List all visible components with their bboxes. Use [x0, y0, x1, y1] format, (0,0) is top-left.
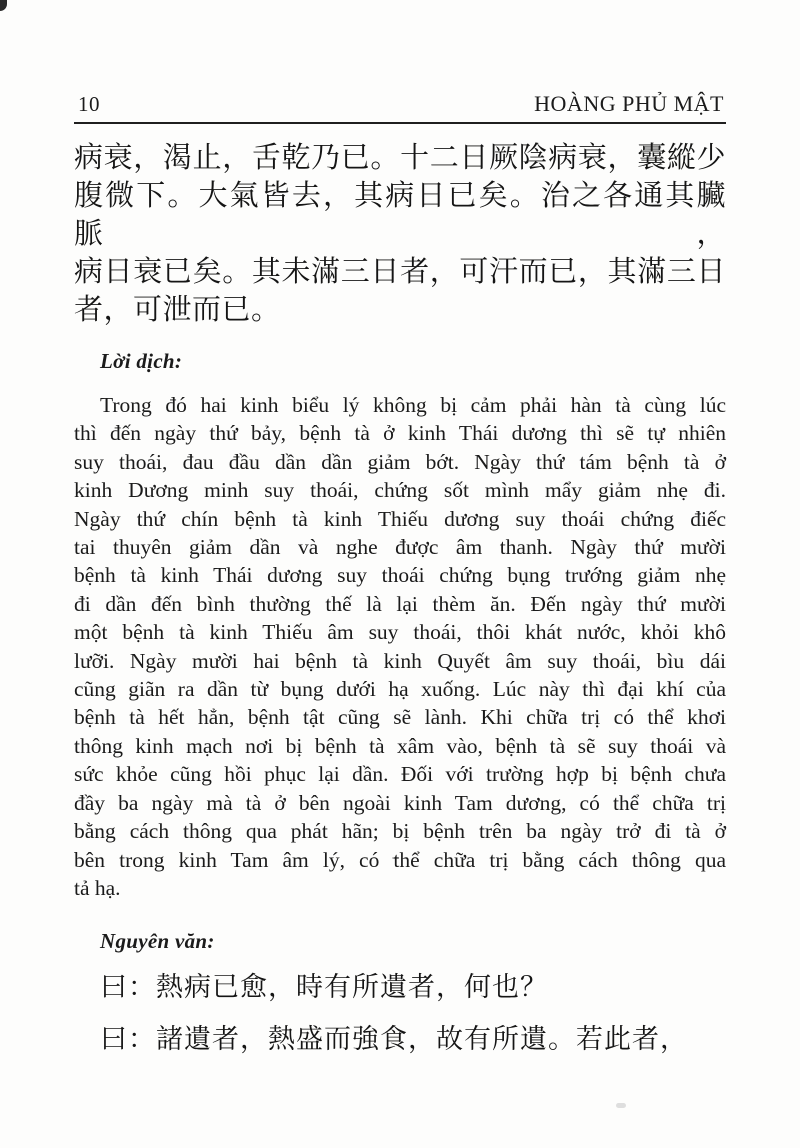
translation-line: tả hạ. — [74, 875, 121, 900]
classical-text-line: 病日衰已矣。其未滿三日者，可汗而已，其滿三日 — [74, 256, 726, 288]
translation-heading: Lời dịch: — [100, 349, 183, 373]
translation-line: một bệnh tà kinh Thiếu âm suy thoái, thôi khát nước, khỏi khô — [74, 620, 726, 645]
translation-line: đầy ba ngày mà tà ở bên ngoài kinh Tam dương, có thể chữa trị — [74, 790, 726, 815]
translation-line: bên trong kinh Tam âm lý, có thể chữa trị bằng cách thông qua — [74, 847, 726, 872]
translation-line: tai thuyên giảm dần và nghe được âm thanh. Ngày thứ mười — [74, 535, 726, 560]
translation-paragraph — [74, 391, 726, 902]
translation-line: sức khỏe cũng hồi phục lại dần. Đối với trường hợp bị bệnh chưa — [74, 762, 726, 787]
classical-text-block — [74, 139, 726, 329]
classical-text-line: 病衰，渴止，舌乾乃已。十二日厥陰病衰，囊縱少 — [74, 142, 726, 174]
translation-line: Trong đó hai kinh biểu lý không bị cảm phải hàn tà cùng lúc — [100, 393, 726, 417]
original-text-line: 曰：諸遺者，熱盛而強食，故有所遺。若此者， — [100, 1024, 688, 1055]
translation-line: Ngày thứ chín bệnh tà kinh Thiếu dương suy thoái chứng điếc — [74, 506, 726, 531]
translation-line: đi dần đến bình thường thế là lại thèm ăn. Đến ngày thứ mười — [74, 591, 726, 616]
classical-text-line: 者，可泄而已。 — [74, 294, 281, 326]
original-text-line: 曰：熱病已愈，時有所遺者，何也？ — [100, 972, 548, 1003]
scan-artifact — [616, 1103, 626, 1108]
classical-text-line: 腹微下。大氣皆去，其病日已矣。治之各通其臟脈， — [74, 180, 726, 250]
scan-artifact — [0, 0, 7, 11]
translation-line: kinh Dương minh suy thoái, chứng sốt mình mẩy giảm nhẹ đi. — [74, 478, 726, 503]
header-title: HOÀNG PHỦ MẬT — [534, 91, 724, 116]
original-text-block — [100, 970, 726, 1056]
page-content — [74, 0, 726, 1074]
translation-line: suy thoái, đau đầu dần dần giảm bớt. Ngày thứ tám bệnh tà ở — [74, 449, 726, 474]
translation-line: thì đến ngày thứ bảy, bệnh tà ở kinh Thái dương thì sẽ tự nhiên — [74, 421, 726, 446]
running-header — [74, 91, 726, 124]
translation-line: bằng cách thông qua phát hãn; bị bệnh trên ba ngày trở đi tà ở — [74, 819, 726, 844]
translation-line: cũng giãn ra dần từ bụng dưới hạ xuống. Lúc này thì đại khí của — [74, 677, 726, 702]
translation-line: lưỡi. Ngày mười hai bệnh tà kinh Quyết âm suy thoái, bìu dái — [74, 648, 726, 673]
original-text-heading: Nguyên văn: — [100, 929, 215, 954]
translation-line: thông kinh mạch nơi bị bệnh tà xâm vào, bệnh tà sẽ suy thoái và — [74, 733, 726, 758]
translation-line: bệnh tà kinh Thái dương suy thoái chứng bụng trướng giảm nhẹ — [74, 563, 726, 588]
page-number: 10 — [78, 92, 100, 116]
translation-line: bệnh tà hết hẳn, bệnh tật cũng sẽ lành. Khi chữa trị có thể khơi — [74, 705, 726, 730]
